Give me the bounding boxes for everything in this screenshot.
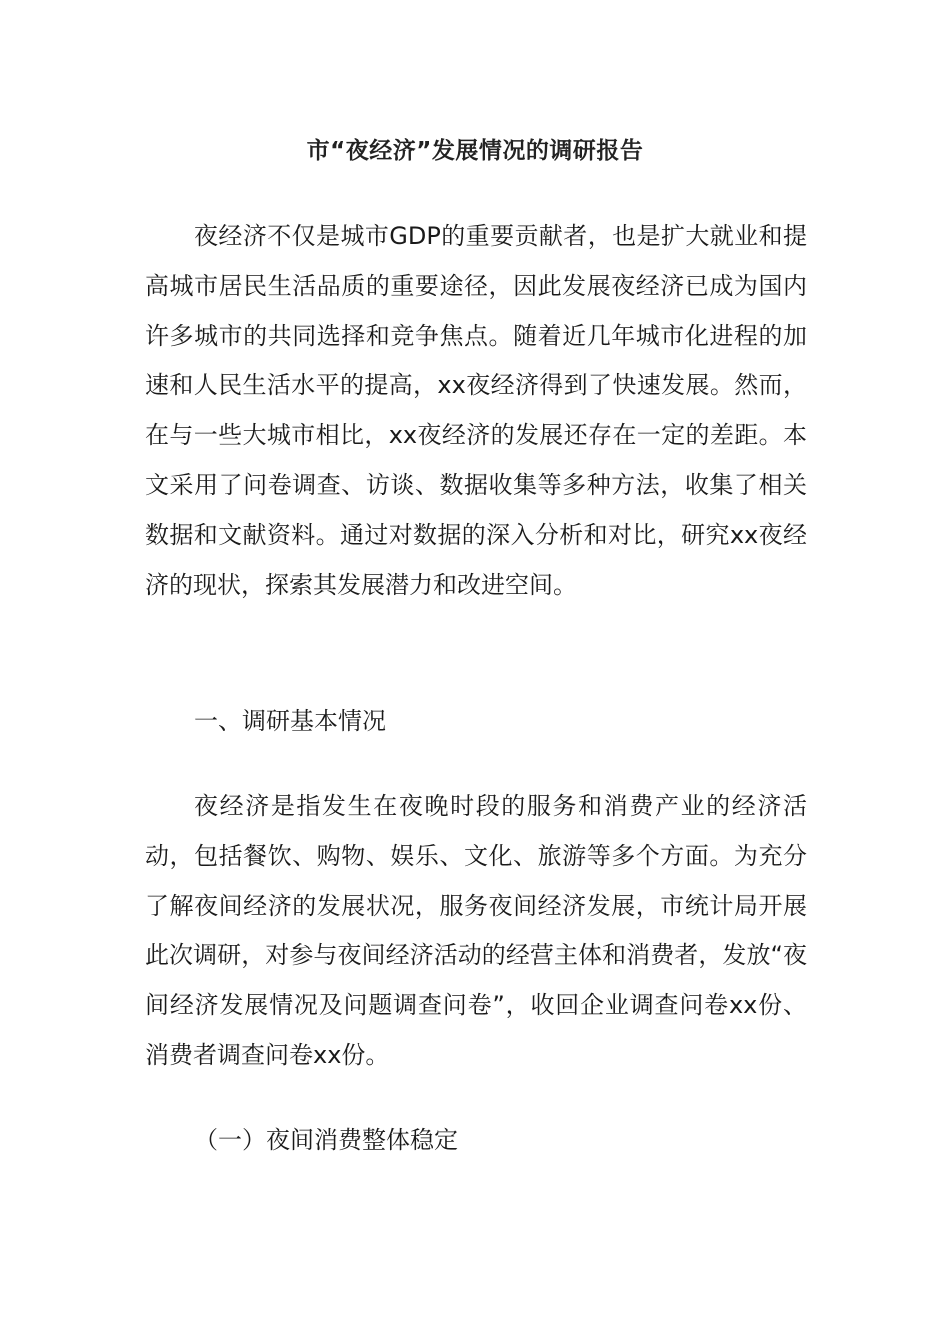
section-paragraph-survey-overview: 夜经济是指发生在夜晚时段的服务和消费产业的经济活动，包括餐饮、购物、娱乐、文化、旅游等多个方面。为充分了解夜间经济的发展状况，服务夜间经济发展，市统计局开展此次调研，对参与夜间经济活动的经营主体和消费者，发放“夜间经济发展情况及问题调查问卷”，收回企业调查问卷xx份、消费者调查问卷xx份。 bbox=[145, 792, 807, 1069]
intro-paragraph: 夜经济不仅是城市GDP的重要贡献者，也是扩大就业和提高城市居民生活品质的重要途径，因此发展夜经济已成为国内许多城市的共同选择和竞争焦点。随着近几年城市化进程的加速和人民生活水平的提高，xx夜经济得到了快速发展。然而，在与一些大城市相比，xx夜经济的发展还存在一定的差距。本文采用了问卷调查、访谈、数据收集等多种方法，收集了相关数据和文献资料。通过对数据的深入分析和对比，研究xx夜经济的现状，探索其发展潜力和改进空间。 bbox=[145, 222, 807, 599]
section-heading-survey-overview: 一、调研基本情况 bbox=[194, 707, 386, 735]
subsection-heading-night-consumption: （一）夜间消费整体稳定 bbox=[194, 1126, 458, 1154]
document-title: 市“夜经济”发展情况的调研报告 bbox=[306, 138, 644, 164]
